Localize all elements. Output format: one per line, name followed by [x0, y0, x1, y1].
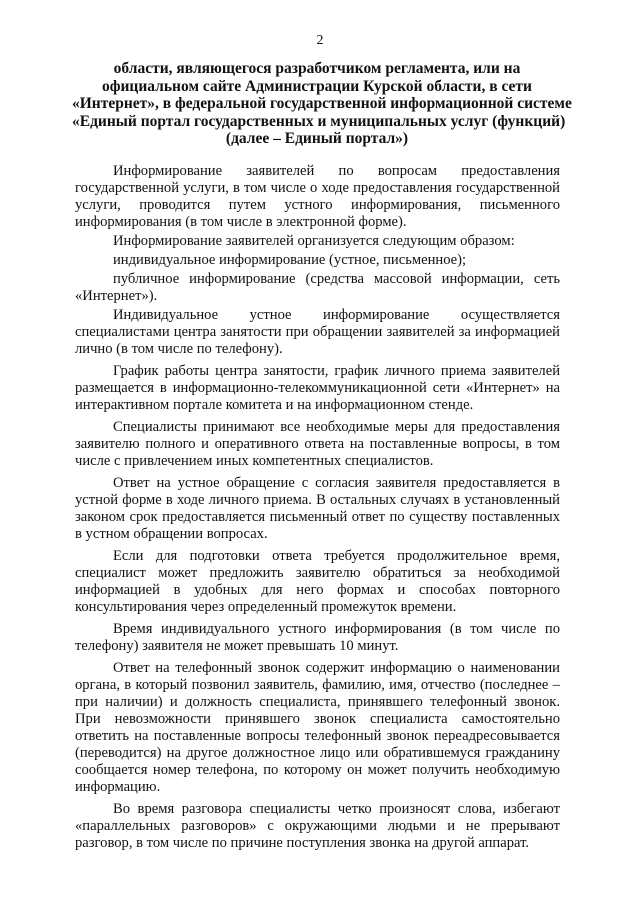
paragraph: индивидуальное информирование (устное, письменное);	[113, 252, 467, 268]
heading-line: области, являющегося разработчиком регламента, или на	[113, 60, 521, 77]
paragraph: публичное информирование (средства массовой информации, сеть «Интернет»).	[75, 271, 560, 304]
paragraph: График работы центра занятости, график личного приема заявителей размещается в информационно-телекоммуникационной сети «Интернет» на интерактивном портале комитета и на информационном стенде.	[75, 363, 560, 413]
page-number: 2	[316, 33, 324, 48]
heading-line: (далее – Единый портал»)	[225, 130, 409, 147]
body-text	[75, 163, 560, 854]
paragraph: Если для подготовки ответа требуется продолжительное время, специалист может предложить заявителю обратиться за необходимой информацией в удобных для него формах и способах повторного консультирования через определенный промежуток времени.	[75, 548, 560, 615]
paragraph: Ответ на телефонный звонок содержит информацию о наименовании органа, в который позвонил заявитель, фамилию, имя, отчество (последнее – при наличии) и должность специалиста, принявшего телефонный звонок. При невозможности принявшего звонок специалиста самостоятельно ответить на поставленные вопросы телефонный звонок переадресовывается (переводится) на другое должностное лицо или обратившемуся гражданину сообщается номер телефона, по которому он может получить необходимую информацию.	[75, 660, 560, 795]
paragraph: Информирование заявителей по вопросам предоставления государственной услуги, в том числе о ходе предоставления государственной услуги, проводится путем устного информирования, письменного информирования (в том числе в электронной форме).	[75, 163, 560, 230]
paragraph: Специалисты принимают все необходимые меры для предоставления заявителю полного и оперативного ответа на поставленные вопросы, в том числе с привлечением иных компетентных специалистов.	[75, 419, 560, 469]
paragraph: Ответ на устное обращение с согласия заявителя предоставляется в устной форме в ходе личного приема. В остальных случаях в установленный законом срок предоставляется письменный ответ по существу поставленных в устном обращении вопросах.	[75, 475, 560, 542]
paragraph: Индивидуальное устное информирование осуществляется специалистами центра занятости при обращении заявителей за информацией лично (в том числе по телефону).	[75, 307, 560, 357]
heading-line: «Единый портал государственных и муниципальных услуг (функций)	[72, 112, 566, 130]
paragraph: Во время разговора специалисты четко произносят слова, избегают «параллельных разговоров» с окружающими людьми и не прерывают разговор, в том числе по причине поступления звонка на другой аппарат.	[75, 801, 560, 851]
heading-line: официальном сайте Администрации Курской области, в сети	[102, 77, 532, 95]
paragraph: Время индивидуального устного информирования (в том числе по телефону) заявителя не может превышать 10 минут.	[75, 621, 560, 654]
paragraph: Информирование заявителей организуется следующим образом:	[113, 233, 515, 249]
heading-line: «Интернет», в федеральной государственной информационной системе	[72, 95, 572, 112]
section-heading	[72, 60, 572, 148]
